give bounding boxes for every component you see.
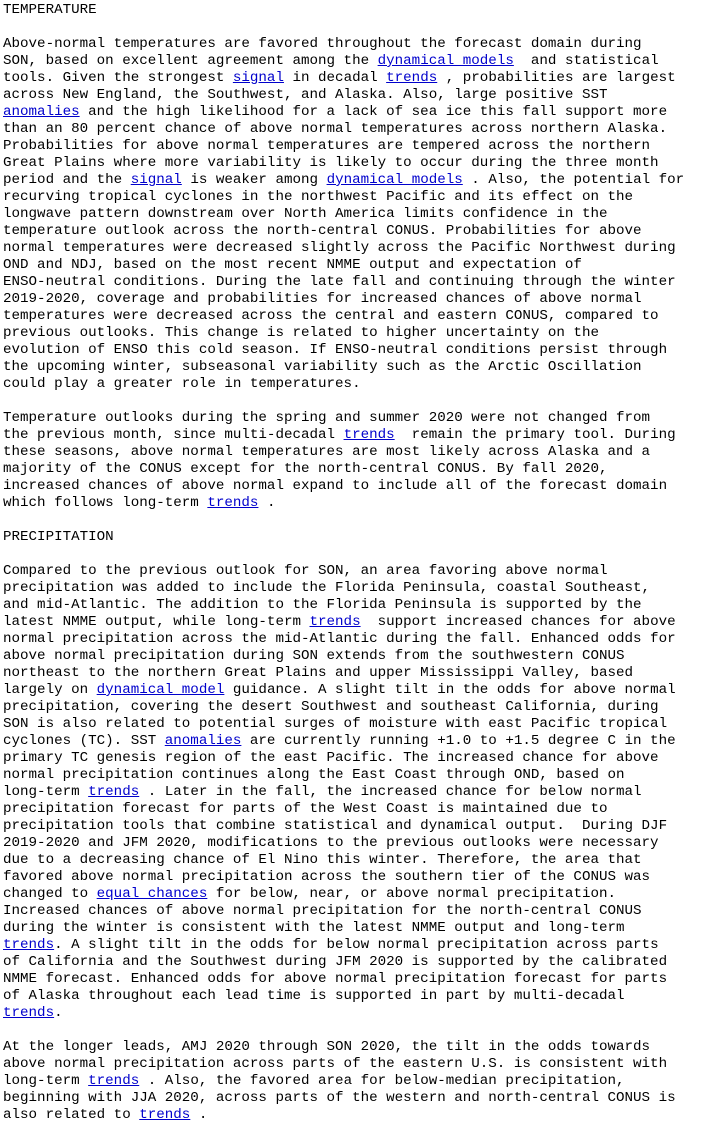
paragraph-text: in decadal [283,70,387,86]
glossary-link[interactable]: trends [3,937,55,953]
paragraph-text: . [190,1107,208,1123]
glossary-link[interactable]: equal chances [96,886,208,902]
paragraph-text: support increased chances for above normal precipitation across the mid-Atlantic during the fall. Enhanced odds for above normal precipitation during SON extends from the southwestern CONUS northeast to the northern Great Plains and upper Mississippi Valley, based largely on [3,614,676,698]
paragraph-text: . [54,1005,63,1021]
paragraph [3,1039,676,1123]
paragraph-text: and the high likelihood for a lack of sea ice this fall support more than an 80 percent chance of above normal temperatures across northern Alaska. Probabilities for above normal temperatures are tempered across the northern Great Plains where more variability is likely to occur during the three month period and the [3,104,668,188]
glossary-link[interactable]: dynamical model [96,682,225,698]
paragraph-text: , probabilities are largest across New England, the Southwest, and Alaska. Also, large positive SST [3,70,676,103]
paragraph [3,563,676,1021]
paragraph-text: and statistical tools. Given the strongest [3,53,659,86]
paragraph-text: . Later in the fall, the increased chance for below normal precipitation forecast for parts of the West Coast is maintained due to precipitation tools that combine statistical and dynamical output. During DJF 2019-2020 and JFM 2020, modifications to the previous outlooks were necessary due to a decreasing chance of El Nino this winter. Therefore, the area that favored above normal precipitation across the southern tier of the CONUS was changed to [3,784,668,902]
glossary-link[interactable]: dynamical models [377,53,514,69]
paragraph-text: . [258,495,276,511]
paragraph [3,410,676,511]
glossary-link[interactable]: trends [88,784,140,800]
paragraph-text: . A slight tilt in the odds for below normal precipitation across parts of California and the Southwest during JFM 2020 is supported by the calibrated NMME forecast. Enhanced odds for above normal precipitation forecast for parts of Alaska throughout each lead time is supported in part by multi-decadal [3,937,668,1004]
glossary-link[interactable]: anomalies [164,733,242,749]
paragraph-text: . Also, the favored area for below-median precipitation, beginning with JJA 2020, across parts of the western and north-central CONUS is also related to [3,1073,676,1123]
glossary-link[interactable]: signal [130,172,182,188]
paragraph-text: are currently running +1.0 to +1.5 degree C in the primary TC genesis region of the east Pacific. The increased chance for above normal precipitation continues along the East Coast through OND, based on long-term [3,733,676,800]
glossary-link[interactable]: trends [88,1073,140,1089]
paragraph-text: guidance. A slight tilt in the odds for above normal precipitation, covering the desert Southwest and southeast California, during SON is also related to potential surges of moisture with east Pacific tropical cyclones (TC). SST [3,682,676,749]
glossary-link[interactable]: trends [139,1107,191,1123]
paragraph-text: Above-normal temperatures are favored throughout the forecast domain during SON, based on excellent agreement among the [3,36,642,69]
glossary-link[interactable]: signal [232,70,284,86]
paragraph-text: Temperature outlooks during the spring and summer 2020 were not changed from the previous month, since multi-decadal [3,410,651,443]
paragraph [3,36,684,392]
paragraph-text: is weaker among [181,172,327,188]
paragraph-text: remain the primary tool. During these seasons, above normal temperatures are most likely across Alaska and a majority of the CONUS except for the north-central CONUS. By fall 2020, increased chances of above normal expand to include all of the forecast domain which follows long-term [3,427,676,511]
glossary-link[interactable]: trends [343,427,395,443]
glossary-link[interactable]: trends [3,1005,55,1021]
section-heading: TEMPERATURE [3,2,97,18]
paragraph-text: At the longer leads, AMJ 2020 through SON 2020, the tilt in the odds towards above normal precipitation across parts of the eastern U.S. is consistent with long-term [3,1039,668,1089]
glossary-link[interactable]: trends [207,495,259,511]
glossary-link[interactable]: trends [309,614,361,630]
section-heading: PRECIPITATION [3,529,114,545]
glossary-link[interactable]: anomalies [3,104,80,120]
paragraph-text: . Also, the potential for recurving tropical cyclones in the northwest Pacific and its effect on the longwave pattern downstream over North America limits confidence in the temperature outlook across the north-central CONUS. Probabilities for above normal temperatures were decreased slightly across the Pacific Northwest during OND and NDJ, based on the most recent NMME output and expectation of ENSO-neutral conditions. During the late fall and continuing through the winter 2019-2020, coverage and probabilities for increased chances of above normal temperatures were decreased across the central and eastern CONUS, compared to previous outlooks. This change is related to higher uncertainty on the evolution of ENSO this cold season. If ENSO-neutral conditions persist through the upcoming winter, subseasonal variability such as the Arctic Oscillation could play a greater role in temperatures. [3,172,685,392]
paragraph-text: Compared to the previous outlook for SON, an area favoring above normal precipitation was added to include the Florida Peninsula, coastal Southeast, and mid-Atlantic. The addition to the Florida Peninsula is supported by the latest NMME output, while long-term [3,563,651,630]
glossary-link[interactable]: trends [386,70,438,86]
paragraph-text: for below, near, or above normal precipitation. Increased chances of above normal precipitation for the north-central CONUS during the winter is consistent with the latest NMME output and long-term [3,886,642,936]
glossary-link[interactable]: dynamical models [326,172,463,188]
